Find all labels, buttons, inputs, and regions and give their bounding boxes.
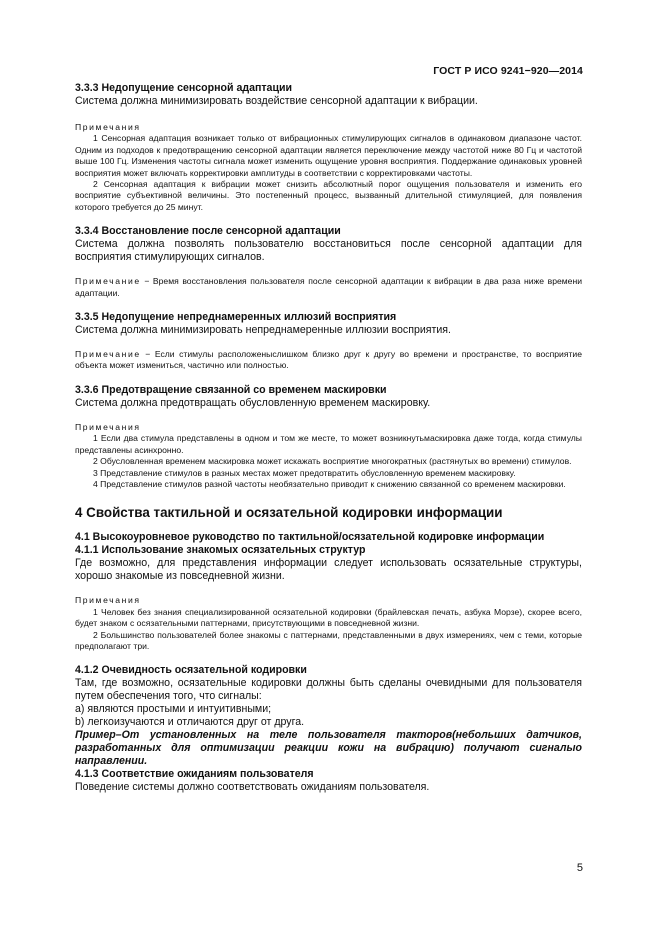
list-item: b) легкоизучаются и отличаются друг от друга. bbox=[75, 716, 305, 729]
note-text: 1 Человек без знания специализированной осязательной кодировки (брайлевская печать, азбука Морзе), скорее всего, будет знаком с осязательными паттернами, присутствующими в повседневной жизни. bbox=[75, 606, 582, 629]
note-text: − Время восстановления пользователя после сенсорной адаптации к вибрации в два раза ниже времени адаптации. bbox=[75, 276, 582, 298]
note-label: Примечание bbox=[75, 276, 141, 287]
note-text: 1 Сенсорная адаптация возникает только от вибрационных стимулирующих сигналов в одинаковом диапазоне частот. Одним из подходов к предотвращению сенсорной адаптации является переключение между частотой ниже 80 Гц и частотой выше 100 Гц. Изменения частоты сигнала может изменить ощущение уровня восприятия. Поддержание одинаковых уровней восприятия может включать корректировки амплитуды в соответствии с корректировками частоты. bbox=[75, 133, 582, 178]
section-3-3-6-title: 3.3.6 Предотвращение связанной со временем маскировки bbox=[75, 383, 387, 396]
note-text: 2 Сенсорная адаптация к вибрации может снизить абсолютный порог ощущения пользователя и изменить его восприятие субъективной величины. Это постепенный процесс, вызванный длительной стимуляцией, для появления которого требуется до 25 минут. bbox=[75, 179, 582, 212]
section-3-3-6-text: Система должна предотвращать обусловленную временем маскировку. bbox=[75, 396, 431, 409]
note-text: 3 Представление стимулов в разных местах может предотвратить обусловленную временем маскировку. bbox=[93, 467, 516, 478]
chapter-4-title: 4 Свойства тактильной и осязательной кодировки информации bbox=[75, 505, 503, 521]
note-paragraph bbox=[75, 276, 582, 299]
notes-label: Примечания bbox=[75, 122, 141, 132]
section-4-1-3-title: 4.1.3 Соответствие ожиданиям пользователя bbox=[75, 768, 314, 781]
list-item: a) являются простыми и интуитивными; bbox=[75, 703, 272, 716]
page-number: 5 bbox=[576, 862, 583, 874]
note-text: 4 Представление стимулов разной частоты необязательно приводит к снижению связанной со временем маскировки. bbox=[93, 478, 566, 489]
document-header: ГОСТ Р ИСО 9241−920—2014 bbox=[433, 65, 583, 77]
section-3-3-4-text: Система должна позволять пользователю восстановиться после сенсорной адаптации для восприятия стимулирующих сигналов. bbox=[75, 238, 582, 264]
example-text: Пример–От установленных на теле пользователя такторов(небольших датчиков, разработанных для оптимизации реакции кожи на вибрацию) получают сигналыо направлении. bbox=[75, 729, 582, 768]
document-body bbox=[75, 82, 582, 794]
note-text: − Если стимулы расположеныслишком близко друг к другу во времени и пространстве, то восприятие объекта может измениться, частично или полностью. bbox=[75, 349, 582, 371]
section-4-1-2-title: 4.1.2 Очевидность осязательной кодировки bbox=[75, 664, 307, 677]
section-3-3-3-title: 3.3.3 Недопущение сенсорной адаптации bbox=[75, 82, 292, 94]
note-text: 1 Если два стимула представлены в одном и том же месте, то может возникнутьмаскировка даже тогда, когда стимулы представлены асинхронно. bbox=[75, 433, 582, 455]
section-3-3-3-text: Система должна минимизировать воздействие сенсорной адаптации к вибрации. bbox=[75, 95, 478, 107]
note-paragraph bbox=[75, 349, 582, 372]
section-4-1-3-text: Поведение системы должно соответствовать ожиданиям пользователя. bbox=[75, 781, 430, 794]
section-4-1-1-text: Где возможно, для представления информации следует использовать осязательные структуры, хорошо знакомые из повседневной жизни. bbox=[75, 557, 582, 583]
section-3-3-4-title: 3.3.4 Восстановление после сенсорной адаптации bbox=[75, 225, 341, 238]
note-label: Примечание bbox=[75, 349, 141, 360]
notes-label: Примечания bbox=[75, 421, 141, 432]
section-4-1-1-title: 4.1.1 Использование знакомых осязательных структур bbox=[75, 544, 366, 557]
note-text: 2 Большинство пользователей более знакомы с паттернами, представленными в двух измерениях, чем с теми, которые предполагают три. bbox=[75, 629, 582, 651]
section-3-3-5-title: 3.3.5 Недопущение непреднамеренных иллюзий восприятия bbox=[75, 311, 397, 324]
section-4-1-title: 4.1 Высокоуровневое руководство по тактильной/осязательной кодировке информации bbox=[75, 531, 545, 544]
note-text: 2 Обусловленная временем маскировка может искажать восприятие многократных (растянутых во времени) стимулов. bbox=[93, 456, 572, 467]
section-4-1-2-text: Там, где возможно, осязательные кодировки должны быть сделаны очевидными для пользователя путем обеспечения того, что сигналы: bbox=[75, 677, 582, 703]
section-3-3-5-text: Система должна минимизировать непреднамеренные иллюзии восприятия. bbox=[75, 324, 451, 337]
notes-label: Примечания bbox=[75, 595, 141, 606]
